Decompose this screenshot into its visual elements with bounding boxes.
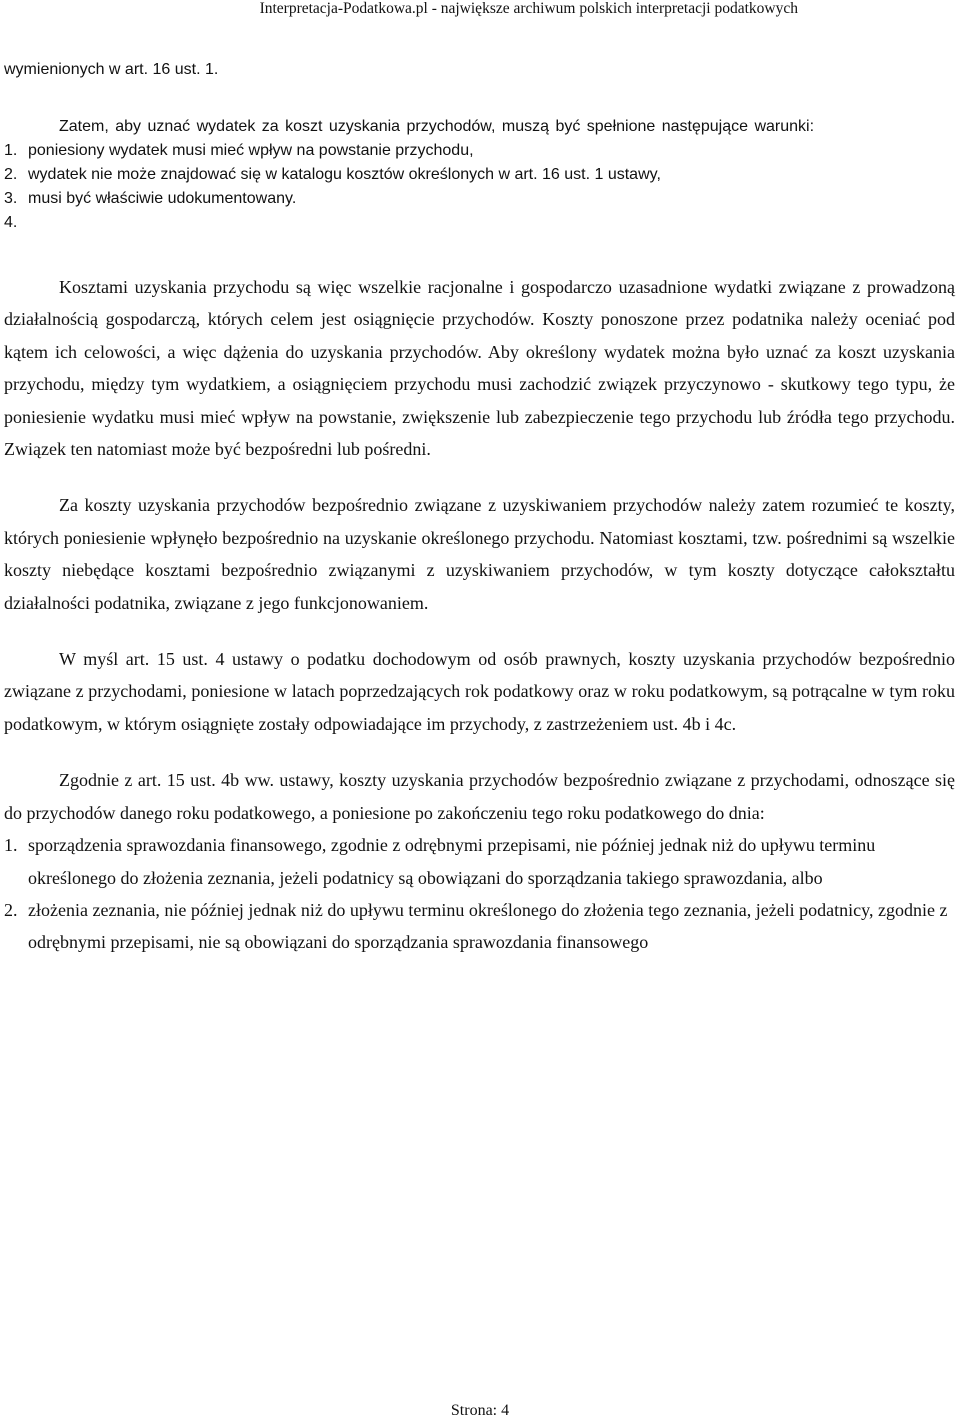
document-body [4, 58, 955, 959]
page-number: Strona: 4 [450, 1402, 510, 1419]
list-number: 1. [4, 142, 18, 159]
paragraph-direct-indirect-costs: Za koszty uzyskania przychodów bezpośrednio związane z uzyskiwaniem przychodów należy zatem rozumieć te koszty, których poniesienie wpłynęło bezpośrednio na uzyskanie określonego przychodu. Natomiast kosztami, tzw. pośrednimi są wszelkie koszty niebędące kosztami bezpośrednio związanymi z uzyskiwaniem przychodów, w tym koszty dotyczące całokształtu działalności podatnika, związane z jego funkcjonowaniem. [4, 495, 955, 613]
page-footer [0, 1402, 960, 1420]
list-text: wydatek nie może znajdować się w katalogu kosztów określonych w art. 16 ust. 1 ustawy, [28, 166, 661, 183]
paragraph-art-15-ust-4b: Zgodnie z art. 15 ust. 4b ww. ustawy, koszty uzyskania przychodów bezpośrednio związane z przychodami, odnoszące się do przychodów danego roku podatkowego, a poniesione po zakończeniu tego roku podatkowego do dnia: [4, 770, 955, 823]
list-number: 2. [4, 899, 18, 920]
conditions-list [4, 139, 955, 231]
list-item [4, 894, 955, 959]
list-number: 1. [4, 835, 18, 856]
deadlines-list [4, 829, 955, 959]
list-item [4, 829, 955, 894]
list-text: sporządzenia sprawozdania finansowego, zgodnie z odrębnymi przepisami, nie później jednak niż do upływu terminu określonego do złożenia zeznania, jeżeli podatnicy są obowiązani do sporządzania takiego sprawozdania, albo [28, 835, 876, 888]
list-item [4, 187, 955, 211]
list-text: złożenia zeznania, nie później jednak niż do upływu terminu określonego do złożenia tego zeznania, jeżeli podatnicy, zgodnie z odrębnymi przepisami, nie są obowiązani do sporządzania sprawozdania finansowego [28, 899, 948, 953]
site-title: Interpretacja-Podatkowa.pl - największe archiwum polskich interpretacji podatkowych [259, 0, 798, 17]
list-item [4, 139, 955, 163]
page-header [0, 0, 960, 22]
paragraph-costs-definition: Kosztami uzyskania przychodu są więc wszelkie racjonalne i gospodarczo uzasadnione wydatki związane z prowadzoną działalnością gospodarczą, których celem jest osiągnięcie przychodów. Koszty ponoszone przez podatnika należy oceniać pod kątem ich celowości, a więc dążenia do uzyskania przychodów. Aby określony wydatek można było uznać za koszt uzyskania przychodu, między tym wydatkiem, a osiągnięciem przychodu musi zachodzić związek przyczynowo - skutkowy tego typu, że poniesienie wydatku musi mieć wpływ na powstanie, zwiększenie lub zabezpieczenie tego przychodu lub źródła tego przychodu. Związek ten natomiast może być bezpośredni lub pośredni. [4, 277, 955, 460]
list-number: 2. [4, 166, 18, 183]
paragraph-conditions-intro: Zatem, aby uznać wydatek za koszt uzyskania przychodów, muszą być spełnione następujące warunki: [59, 118, 815, 135]
list-text: poniesiony wydatek musi mieć wpływ na powstanie przychodu, [28, 142, 474, 159]
list-text: musi być właściwie udokumentowany. [28, 190, 297, 207]
list-number: 4. [4, 214, 18, 231]
list-item [4, 163, 955, 187]
paragraph-art-15-ust-4: W myśl art. 15 ust. 4 ustawy o podatku dochodowym od osób prawnych, koszty uzyskania przychodów bezpośrednio związane z przychodami, poniesione w latach poprzedzających rok podatkowy oraz w roku podatkowym, są potrącalne w tym roku podatkowym, w którym osiągnięte zostały odpowiadające im przychody, z zastrzeżeniem ust. 4b i 4c. [4, 649, 955, 734]
list-number: 3. [4, 190, 18, 207]
paragraph-continuation: wymienionych w art. 16 ust. 1. [4, 61, 219, 78]
